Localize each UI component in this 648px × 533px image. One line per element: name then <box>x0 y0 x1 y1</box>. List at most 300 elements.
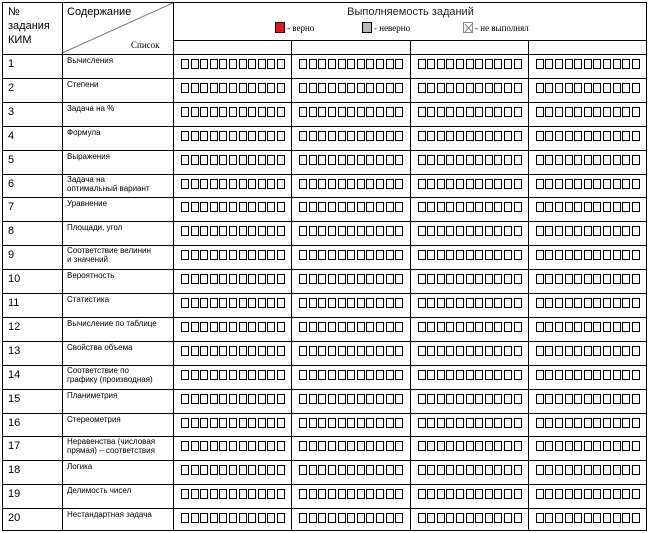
answer-checkbox[interactable] <box>328 59 336 69</box>
answer-checkbox[interactable] <box>456 59 464 69</box>
answer-checkbox[interactable] <box>485 274 493 284</box>
answer-checkbox[interactable] <box>191 441 199 451</box>
answer-checkbox[interactable] <box>593 131 601 141</box>
answer-checkbox[interactable] <box>328 155 336 165</box>
answer-checkbox[interactable] <box>267 131 275 141</box>
answer-checkbox[interactable] <box>565 59 573 69</box>
answer-checkbox[interactable] <box>299 179 307 189</box>
answer-checkbox[interactable] <box>603 250 611 260</box>
answer-checkbox[interactable] <box>328 202 336 212</box>
answer-checkbox[interactable] <box>347 394 355 404</box>
answer-checkbox[interactable] <box>219 513 227 523</box>
answer-checkbox[interactable] <box>309 298 317 308</box>
answer-checkbox[interactable] <box>357 322 365 332</box>
answer-checkbox[interactable] <box>494 346 502 356</box>
answer-checkbox[interactable] <box>466 131 474 141</box>
answer-checkbox[interactable] <box>584 298 592 308</box>
answer-checkbox[interactable] <box>504 155 512 165</box>
answer-checkbox[interactable] <box>593 83 601 93</box>
answer-checkbox[interactable] <box>366 274 374 284</box>
answer-checkbox[interactable] <box>603 202 611 212</box>
answer-checkbox[interactable] <box>466 250 474 260</box>
answer-checkbox[interactable] <box>219 441 227 451</box>
answer-checkbox[interactable] <box>210 155 218 165</box>
answer-checkbox[interactable] <box>191 59 199 69</box>
answer-checkbox[interactable] <box>366 513 374 523</box>
answer-checkbox[interactable] <box>485 418 493 428</box>
answer-checkbox[interactable] <box>456 298 464 308</box>
answer-checkbox[interactable] <box>357 179 365 189</box>
answer-checkbox[interactable] <box>239 418 247 428</box>
answer-checkbox[interactable] <box>485 131 493 141</box>
answer-checkbox[interactable] <box>545 274 553 284</box>
answer-checkbox[interactable] <box>338 370 346 380</box>
answer-checkbox[interactable] <box>210 370 218 380</box>
answer-checkbox[interactable] <box>427 489 435 499</box>
answer-checkbox[interactable] <box>545 322 553 332</box>
answer-checkbox[interactable] <box>622 418 630 428</box>
answer-checkbox[interactable] <box>565 322 573 332</box>
answer-checkbox[interactable] <box>545 394 553 404</box>
answer-checkbox[interactable] <box>248 298 256 308</box>
answer-checkbox[interactable] <box>555 250 563 260</box>
answer-checkbox[interactable] <box>267 394 275 404</box>
answer-checkbox[interactable] <box>229 202 237 212</box>
answer-checkbox[interactable] <box>565 513 573 523</box>
answer-checkbox[interactable] <box>485 83 493 93</box>
answer-checkbox[interactable] <box>555 202 563 212</box>
answer-checkbox[interactable] <box>418 465 426 475</box>
answer-checkbox[interactable] <box>258 250 266 260</box>
answer-checkbox[interactable] <box>386 370 394 380</box>
answer-checkbox[interactable] <box>357 346 365 356</box>
answer-checkbox[interactable] <box>466 274 474 284</box>
answer-checkbox[interactable] <box>357 370 365 380</box>
answer-checkbox[interactable] <box>366 202 374 212</box>
answer-checkbox[interactable] <box>504 346 512 356</box>
answer-checkbox[interactable] <box>181 346 189 356</box>
answer-checkbox[interactable] <box>427 107 435 117</box>
answer-checkbox[interactable] <box>427 322 435 332</box>
answer-checkbox[interactable] <box>456 250 464 260</box>
answer-checkbox[interactable] <box>437 322 445 332</box>
answer-checkbox[interactable] <box>210 83 218 93</box>
answer-checkbox[interactable] <box>437 179 445 189</box>
answer-checkbox[interactable] <box>338 107 346 117</box>
answer-checkbox[interactable] <box>376 250 384 260</box>
answer-checkbox[interactable] <box>574 155 582 165</box>
answer-checkbox[interactable] <box>622 250 630 260</box>
answer-checkbox[interactable] <box>584 274 592 284</box>
answer-checkbox[interactable] <box>338 513 346 523</box>
answer-checkbox[interactable] <box>248 441 256 451</box>
answer-checkbox[interactable] <box>446 59 454 69</box>
answer-checkbox[interactable] <box>622 346 630 356</box>
answer-checkbox[interactable] <box>328 274 336 284</box>
answer-checkbox[interactable] <box>603 155 611 165</box>
answer-checkbox[interactable] <box>200 274 208 284</box>
answer-checkbox[interactable] <box>328 298 336 308</box>
answer-checkbox[interactable] <box>229 418 237 428</box>
answer-checkbox[interactable] <box>395 179 403 189</box>
answer-checkbox[interactable] <box>418 202 426 212</box>
answer-checkbox[interactable] <box>309 274 317 284</box>
answer-checkbox[interactable] <box>574 394 582 404</box>
answer-checkbox[interactable] <box>181 298 189 308</box>
answer-checkbox[interactable] <box>622 179 630 189</box>
answer-checkbox[interactable] <box>446 418 454 428</box>
answer-checkbox[interactable] <box>466 489 474 499</box>
answer-checkbox[interactable] <box>536 131 544 141</box>
answer-checkbox[interactable] <box>555 107 563 117</box>
answer-checkbox[interactable] <box>210 226 218 236</box>
answer-checkbox[interactable] <box>475 202 483 212</box>
answer-checkbox[interactable] <box>613 202 621 212</box>
answer-checkbox[interactable] <box>200 441 208 451</box>
answer-checkbox[interactable] <box>395 83 403 93</box>
answer-checkbox[interactable] <box>395 370 403 380</box>
answer-checkbox[interactable] <box>494 59 502 69</box>
answer-checkbox[interactable] <box>603 226 611 236</box>
answer-checkbox[interactable] <box>248 179 256 189</box>
answer-checkbox[interactable] <box>376 418 384 428</box>
answer-checkbox[interactable] <box>309 394 317 404</box>
answer-checkbox[interactable] <box>395 155 403 165</box>
answer-checkbox[interactable] <box>219 346 227 356</box>
answer-checkbox[interactable] <box>395 274 403 284</box>
answer-checkbox[interactable] <box>613 489 621 499</box>
answer-checkbox[interactable] <box>632 107 640 117</box>
answer-checkbox[interactable] <box>277 83 285 93</box>
answer-checkbox[interactable] <box>603 107 611 117</box>
answer-checkbox[interactable] <box>200 346 208 356</box>
answer-checkbox[interactable] <box>347 107 355 117</box>
answer-checkbox[interactable] <box>248 418 256 428</box>
answer-checkbox[interactable] <box>318 250 326 260</box>
answer-checkbox[interactable] <box>267 418 275 428</box>
answer-checkbox[interactable] <box>267 107 275 117</box>
answer-checkbox[interactable] <box>347 513 355 523</box>
answer-checkbox[interactable] <box>427 131 435 141</box>
answer-checkbox[interactable] <box>504 107 512 117</box>
answer-checkbox[interactable] <box>258 322 266 332</box>
answer-checkbox[interactable] <box>229 179 237 189</box>
answer-checkbox[interactable] <box>514 250 522 260</box>
answer-checkbox[interactable] <box>309 107 317 117</box>
answer-checkbox[interactable] <box>584 465 592 475</box>
answer-checkbox[interactable] <box>536 83 544 93</box>
answer-checkbox[interactable] <box>437 250 445 260</box>
answer-checkbox[interactable] <box>418 513 426 523</box>
answer-checkbox[interactable] <box>191 250 199 260</box>
answer-checkbox[interactable] <box>366 59 374 69</box>
answer-checkbox[interactable] <box>318 107 326 117</box>
answer-checkbox[interactable] <box>466 155 474 165</box>
answer-checkbox[interactable] <box>181 418 189 428</box>
answer-checkbox[interactable] <box>200 418 208 428</box>
answer-checkbox[interactable] <box>427 202 435 212</box>
answer-checkbox[interactable] <box>632 179 640 189</box>
answer-checkbox[interactable] <box>229 155 237 165</box>
answer-checkbox[interactable] <box>328 441 336 451</box>
answer-checkbox[interactable] <box>574 465 582 475</box>
answer-checkbox[interactable] <box>328 346 336 356</box>
answer-checkbox[interactable] <box>328 370 336 380</box>
answer-checkbox[interactable] <box>418 83 426 93</box>
answer-checkbox[interactable] <box>366 346 374 356</box>
answer-checkbox[interactable] <box>277 250 285 260</box>
answer-checkbox[interactable] <box>622 83 630 93</box>
answer-checkbox[interactable] <box>318 418 326 428</box>
answer-checkbox[interactable] <box>395 441 403 451</box>
answer-checkbox[interactable] <box>328 322 336 332</box>
answer-checkbox[interactable] <box>466 418 474 428</box>
answer-checkbox[interactable] <box>357 155 365 165</box>
answer-checkbox[interactable] <box>593 370 601 380</box>
answer-checkbox[interactable] <box>219 83 227 93</box>
answer-checkbox[interactable] <box>309 322 317 332</box>
answer-checkbox[interactable] <box>200 83 208 93</box>
answer-checkbox[interactable] <box>475 513 483 523</box>
answer-checkbox[interactable] <box>210 274 218 284</box>
answer-checkbox[interactable] <box>200 513 208 523</box>
answer-checkbox[interactable] <box>210 250 218 260</box>
answer-checkbox[interactable] <box>376 513 384 523</box>
answer-checkbox[interactable] <box>494 441 502 451</box>
answer-checkbox[interactable] <box>536 226 544 236</box>
answer-checkbox[interactable] <box>494 465 502 475</box>
answer-checkbox[interactable] <box>574 274 582 284</box>
answer-checkbox[interactable] <box>219 250 227 260</box>
answer-checkbox[interactable] <box>258 274 266 284</box>
answer-checkbox[interactable] <box>536 59 544 69</box>
answer-checkbox[interactable] <box>632 59 640 69</box>
answer-checkbox[interactable] <box>418 394 426 404</box>
answer-checkbox[interactable] <box>395 489 403 499</box>
answer-checkbox[interactable] <box>555 489 563 499</box>
answer-checkbox[interactable] <box>309 179 317 189</box>
answer-checkbox[interactable] <box>504 226 512 236</box>
answer-checkbox[interactable] <box>446 202 454 212</box>
answer-checkbox[interactable] <box>181 155 189 165</box>
answer-checkbox[interactable] <box>395 250 403 260</box>
answer-checkbox[interactable] <box>514 107 522 117</box>
answer-checkbox[interactable] <box>456 394 464 404</box>
answer-checkbox[interactable] <box>593 441 601 451</box>
answer-checkbox[interactable] <box>475 274 483 284</box>
answer-checkbox[interactable] <box>427 274 435 284</box>
answer-checkbox[interactable] <box>593 418 601 428</box>
answer-checkbox[interactable] <box>603 370 611 380</box>
answer-checkbox[interactable] <box>427 179 435 189</box>
answer-checkbox[interactable] <box>181 226 189 236</box>
answer-checkbox[interactable] <box>622 202 630 212</box>
answer-checkbox[interactable] <box>603 179 611 189</box>
answer-checkbox[interactable] <box>494 250 502 260</box>
answer-checkbox[interactable] <box>357 394 365 404</box>
answer-checkbox[interactable] <box>593 107 601 117</box>
answer-checkbox[interactable] <box>376 370 384 380</box>
answer-checkbox[interactable] <box>299 83 307 93</box>
answer-checkbox[interactable] <box>494 83 502 93</box>
answer-checkbox[interactable] <box>366 226 374 236</box>
answer-checkbox[interactable] <box>456 83 464 93</box>
answer-checkbox[interactable] <box>248 202 256 212</box>
answer-checkbox[interactable] <box>475 107 483 117</box>
answer-checkbox[interactable] <box>229 370 237 380</box>
answer-checkbox[interactable] <box>504 441 512 451</box>
answer-checkbox[interactable] <box>494 489 502 499</box>
answer-checkbox[interactable] <box>318 179 326 189</box>
answer-checkbox[interactable] <box>613 179 621 189</box>
answer-checkbox[interactable] <box>219 226 227 236</box>
answer-checkbox[interactable] <box>328 465 336 475</box>
answer-checkbox[interactable] <box>318 465 326 475</box>
answer-checkbox[interactable] <box>318 59 326 69</box>
answer-checkbox[interactable] <box>299 107 307 117</box>
answer-checkbox[interactable] <box>545 155 553 165</box>
answer-checkbox[interactable] <box>485 322 493 332</box>
answer-checkbox[interactable] <box>427 155 435 165</box>
answer-checkbox[interactable] <box>210 465 218 475</box>
answer-checkbox[interactable] <box>219 155 227 165</box>
answer-checkbox[interactable] <box>347 346 355 356</box>
answer-checkbox[interactable] <box>466 298 474 308</box>
answer-checkbox[interactable] <box>309 489 317 499</box>
answer-checkbox[interactable] <box>427 83 435 93</box>
answer-checkbox[interactable] <box>456 107 464 117</box>
answer-checkbox[interactable] <box>536 155 544 165</box>
answer-checkbox[interactable] <box>267 59 275 69</box>
answer-checkbox[interactable] <box>357 298 365 308</box>
answer-checkbox[interactable] <box>376 155 384 165</box>
answer-checkbox[interactable] <box>584 418 592 428</box>
answer-checkbox[interactable] <box>622 131 630 141</box>
answer-checkbox[interactable] <box>248 155 256 165</box>
answer-checkbox[interactable] <box>229 274 237 284</box>
answer-checkbox[interactable] <box>258 346 266 356</box>
answer-checkbox[interactable] <box>357 274 365 284</box>
answer-checkbox[interactable] <box>622 465 630 475</box>
answer-checkbox[interactable] <box>229 250 237 260</box>
answer-checkbox[interactable] <box>347 226 355 236</box>
answer-checkbox[interactable] <box>574 322 582 332</box>
answer-checkbox[interactable] <box>446 250 454 260</box>
answer-checkbox[interactable] <box>219 465 227 475</box>
answer-checkbox[interactable] <box>565 250 573 260</box>
answer-checkbox[interactable] <box>565 394 573 404</box>
answer-checkbox[interactable] <box>418 274 426 284</box>
answer-checkbox[interactable] <box>446 107 454 117</box>
answer-checkbox[interactable] <box>299 370 307 380</box>
answer-checkbox[interactable] <box>248 274 256 284</box>
answer-checkbox[interactable] <box>200 370 208 380</box>
answer-checkbox[interactable] <box>376 59 384 69</box>
answer-checkbox[interactable] <box>191 179 199 189</box>
answer-checkbox[interactable] <box>446 465 454 475</box>
answer-checkbox[interactable] <box>555 298 563 308</box>
answer-checkbox[interactable] <box>565 202 573 212</box>
answer-checkbox[interactable] <box>504 513 512 523</box>
answer-checkbox[interactable] <box>418 155 426 165</box>
answer-checkbox[interactable] <box>536 250 544 260</box>
answer-checkbox[interactable] <box>386 394 394 404</box>
answer-checkbox[interactable] <box>191 489 199 499</box>
answer-checkbox[interactable] <box>565 441 573 451</box>
answer-checkbox[interactable] <box>200 202 208 212</box>
answer-checkbox[interactable] <box>466 465 474 475</box>
answer-checkbox[interactable] <box>239 250 247 260</box>
answer-checkbox[interactable] <box>545 179 553 189</box>
answer-checkbox[interactable] <box>338 465 346 475</box>
answer-checkbox[interactable] <box>504 322 512 332</box>
answer-checkbox[interactable] <box>191 226 199 236</box>
answer-checkbox[interactable] <box>347 322 355 332</box>
answer-checkbox[interactable] <box>299 202 307 212</box>
answer-checkbox[interactable] <box>376 394 384 404</box>
answer-checkbox[interactable] <box>386 441 394 451</box>
answer-checkbox[interactable] <box>574 441 582 451</box>
answer-checkbox[interactable] <box>267 250 275 260</box>
answer-checkbox[interactable] <box>622 155 630 165</box>
answer-checkbox[interactable] <box>258 489 266 499</box>
answer-checkbox[interactable] <box>593 250 601 260</box>
answer-checkbox[interactable] <box>514 394 522 404</box>
answer-checkbox[interactable] <box>437 394 445 404</box>
answer-checkbox[interactable] <box>536 298 544 308</box>
answer-checkbox[interactable] <box>613 131 621 141</box>
answer-checkbox[interactable] <box>366 179 374 189</box>
answer-checkbox[interactable] <box>622 274 630 284</box>
answer-checkbox[interactable] <box>593 59 601 69</box>
answer-checkbox[interactable] <box>219 298 227 308</box>
answer-checkbox[interactable] <box>309 370 317 380</box>
answer-checkbox[interactable] <box>191 394 199 404</box>
answer-checkbox[interactable] <box>456 202 464 212</box>
answer-checkbox[interactable] <box>395 418 403 428</box>
answer-checkbox[interactable] <box>376 131 384 141</box>
answer-checkbox[interactable] <box>267 370 275 380</box>
answer-checkbox[interactable] <box>574 83 582 93</box>
answer-checkbox[interactable] <box>219 370 227 380</box>
answer-checkbox[interactable] <box>239 465 247 475</box>
answer-checkbox[interactable] <box>466 370 474 380</box>
answer-checkbox[interactable] <box>545 226 553 236</box>
answer-checkbox[interactable] <box>427 394 435 404</box>
answer-checkbox[interactable] <box>277 513 285 523</box>
answer-checkbox[interactable] <box>545 131 553 141</box>
answer-checkbox[interactable] <box>229 131 237 141</box>
answer-checkbox[interactable] <box>613 107 621 117</box>
answer-checkbox[interactable] <box>504 131 512 141</box>
answer-checkbox[interactable] <box>248 489 256 499</box>
answer-checkbox[interactable] <box>446 394 454 404</box>
answer-checkbox[interactable] <box>299 513 307 523</box>
answer-checkbox[interactable] <box>338 83 346 93</box>
answer-checkbox[interactable] <box>632 441 640 451</box>
answer-checkbox[interactable] <box>603 489 611 499</box>
answer-checkbox[interactable] <box>395 346 403 356</box>
answer-checkbox[interactable] <box>277 489 285 499</box>
answer-checkbox[interactable] <box>632 513 640 523</box>
answer-checkbox[interactable] <box>632 418 640 428</box>
answer-checkbox[interactable] <box>622 513 630 523</box>
answer-checkbox[interactable] <box>248 346 256 356</box>
answer-checkbox[interactable] <box>565 107 573 117</box>
answer-checkbox[interactable] <box>485 59 493 69</box>
answer-checkbox[interactable] <box>318 83 326 93</box>
answer-checkbox[interactable] <box>357 83 365 93</box>
